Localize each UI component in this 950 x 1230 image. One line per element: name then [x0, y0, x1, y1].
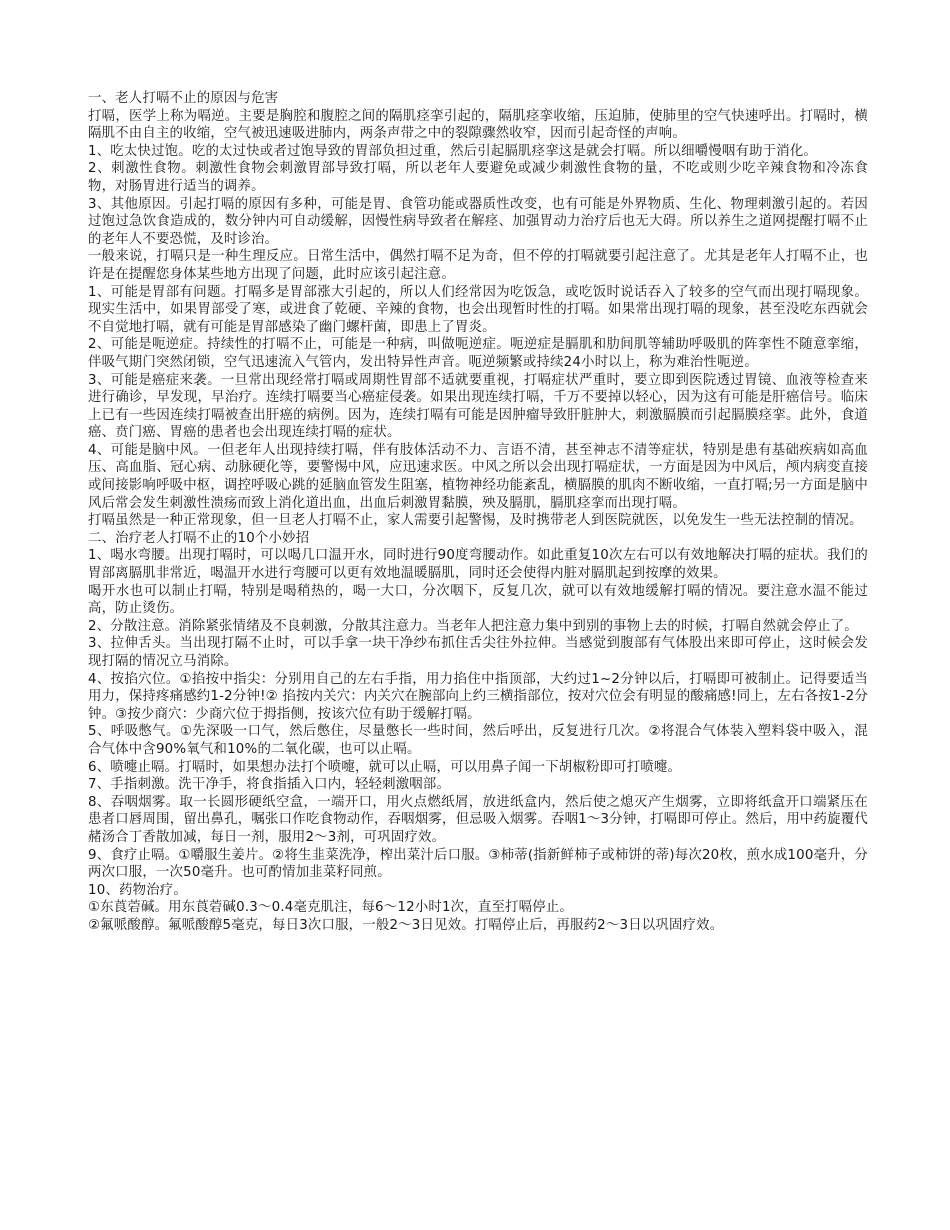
paragraph: 7、手指刺激。洗干净手，将食指插入口内，轻轻刺激咽部。 [88, 777, 451, 793]
section-heading-causes: 一、老人打嗝不止的原因与危害 [88, 91, 279, 106]
paragraph: 1、吃太快过饱。吃的太过快或者过饱导致的胃部负担过重，然后引起膈肌痉挛这是就会打嗝。所以细嚼慢咽有助于消化。 [88, 143, 818, 159]
paragraph: 3、其他原因。引起打嗝的原因有多种，可能是胃、食管功能或器质性改变，也有可能是外界物质、生化、物理刺激引起的。若因过饱过急饮食造成的，数分钟内可自动缓解，因慢性病导致者在解痉、加强胃动力治疗后也无大碍。所以养生之道网提醒打嗝不止的老年人不要恐慌，及时诊治。 [88, 196, 868, 247]
paragraph: 2、可能是呃逆症。持续性的打嗝不止，可能是一种病，叫做呃逆症。呃逆症是膈肌和肋间肌等辅助呼吸肌的阵挛性不随意挛缩，伴吸气期门突然闭锁，空气迅速流入气管内，发出特异性声音。呃逆频繁或持续24小时以上，称为难治性呃逆。 [88, 337, 868, 370]
paragraph: 9、食疗止嗝。①嚼服生姜片。②将生韭菜洗净，榨出菜汁后口服。③柿蒂(指新鲜柿子或柿饼的蒂)每次20枚，煎水成100毫升，分两次口服，一次50毫升。也可酌情加韭菜籽同煎。 [88, 847, 868, 881]
section-heading-remedies: 二、治疗老人打嗝不止的10个小妙招 [88, 530, 310, 546]
paragraph: ①东莨菪碱。用东莨菪碱0.3～0.4毫克肌注，每6～12小时1次，直至打嗝停止。 [88, 900, 573, 916]
paragraph: 打嗝虽然是一种正常现象，但一旦老人打嗝不止，家人需要引起警惕，及时携带老人到医院就医，以免发生一些无法控制的情况。 [88, 513, 863, 529]
paragraph: 2、分散注意。消除紧张情绪及不良刺激，分散其注意力。当老年人把注意力集中到别的事物上去的时候，打嗝自然就会停止了。 [88, 618, 858, 634]
paragraph: 喝开水也可以制止打嗝，特别是喝稍热的，喝一大口，分次咽下，反复几次，就可以有效地缓解打嗝的情况。要注意水温不能过高，防止烫伤。 [88, 583, 868, 617]
paragraph: 3、可能是癌症来袭。一旦常出现经常打嗝或周期性胃部不适就要重视，打嗝症状严重时，要立即到医院透过胃镜、血液等检查来进行确诊，早发现，早治疗。连续打嗝要当心癌症侵袭。如果出现连续打嗝，千万不要掉以轻心，因为这有可能是肝癌信号。临床上已有一些因连续打嗝被查出肝癌的病例。因为，连续打嗝有可能是因肿瘤导致肝脏肿大，刺激膈膜而引起膈膜痉挛。此外，食道癌、贲门癌、胃癌的患者也会出现连续打嗝的症状。 [88, 372, 868, 441]
paragraph: 1、喝水弯腰。出现打嗝时，可以喝几口温开水，同时进行90度弯腰动作。如此重复10次左右可以有效地解决打嗝的症状。我们的胃部离膈肌非常近，喝温开水进行弯腰可以更有效地温暖膈肌，同时还会使得内脏对膈肌起到按摩的效果。 [88, 548, 868, 582]
paragraph: ②氟哌酸醇。氟哌酸醇5毫克，每日3次口服，一般2～3日见效。打嗝停止后，再服药2～3日以巩固疗效。 [88, 917, 724, 933]
paragraph: 打嗝，医学上称为嗝逆。主要是胸腔和腹腔之间的隔肌痉挛引起的，隔肌痉挛收缩，压迫肺，使肺里的空气快速呼出。打嗝时，横隔肌不由自主的收缩，空气被迅速吸进肺内，两条声带之中的裂隙骤然收窄，因而引起奇怪的声响。 [88, 108, 868, 142]
document-body [88, 90, 868, 935]
paragraph: 1、可能是胃部有问题。打嗝多是胃部涨大引起的，所以人们经常因为吃饭急，或吃饭时说话吞入了较多的空气而出现打嗝现象。现实生活中，如果胃部受了寒，或进食了乾硬、辛辣的食物，也会出现暂时性的打嗝。如果常出现打嗝的现象，甚至没吃东西就会不自觉地打嗝，就有可能是胃部感染了幽门螺杆菌，即患上了胃炎。 [88, 284, 868, 335]
paragraph: 4、可能是脑中风。一但老年人出现持续打嗝，伴有肢体活动不力、言语不清，甚至神志不清等症状，特别是患有基础疾病如高血压、高血脂、冠心病、动脉硬化等，要警惕中风，应迅速求医。中风之所以会出现打嗝症状，一方面是因为中风后，颅内病变直接或间接影响呼吸中枢，调控呼吸心跳的延脑血管发生阻塞，植物神经功能紊乱，横膈膜的肌肉不断收缩，一直打嗝;另一方面是脑中风后常会发生刺激性溃疡而致上消化道出血，出血后刺激胃黏膜，殃及膈肌，膈肌痉挛而出现打嗝。 [88, 442, 868, 511]
paragraph: 一般来说，打嗝只是一种生理反应。日常生活中，偶然打嗝不足为奇，但不停的打嗝就要引起注意了。尤其是老年人打嗝不止，也许是在提醒您身体某些地方出现了问题，此时应该引起注意。 [88, 249, 868, 282]
paragraph: 2、刺激性食物。刺激性食物会刺激胃部导致打嗝，所以老年人要避免或减少刺激性食物的量，不吃或则少吃辛辣食物和冷冻食物，对肠胃进行适当的调养。 [88, 161, 868, 194]
paragraph: 3、拉伸舌头。当出现打隔不止时，可以手拿一块干净纱布抓住舌尖往外拉伸。当感觉到腹部有气体股出来即可停止，这时候会发现打隔的情况立马消除。 [88, 636, 868, 669]
paragraph: 8、吞咽烟雾。取一长圆形硬纸空盒，一端开口，用火点燃纸屑，放进纸盒内，然后使之熄灭产生烟雾，立即将纸盒开口端紧压在患者口唇周围，留出鼻孔，嘱张口作吃食物动作，吞咽烟雾，但忌吸入烟雾。吞咽1～3分钟，打嗝即可停止。然后，用中药旋覆代赭汤合丁香散加减，每日一剂，服用2～3剂，可巩固疗效。 [88, 794, 868, 845]
paragraph: 10、药物治疗。 [88, 882, 187, 898]
paragraph: 4、按掐穴位。①掐按中指尖：分别用自己的左右手指，用力掐住中指顶部，大约过1~2分钟以后，打嗝即可被制止。记得要适当用力，保持疼痛感约1-2分钟!② 掐按内关穴：内关穴在腕部向上约三横指部位，按对穴位会有明显的酸痛感!同上，左右各按1-2分钟。③按少商穴：少商穴位于拇指侧，按该穴位有助于缓解打嗝。 [88, 671, 868, 722]
paragraph: 5、呼吸憋气。①先深吸一口气，然后憋住，尽量憋长一些时间，然后呼出，反复进行几次。②将混合气体装入塑料袋中吸入，混合气体中含90%氧气和10%的二氧化碳，也可以止嗝。 [88, 724, 868, 757]
paragraph: 6、喷嚏止嗝。打嗝时，如果想办法打个喷嚏，就可以止嗝，可以用鼻子闻一下胡椒粉即可打喷嚏。 [88, 759, 682, 775]
